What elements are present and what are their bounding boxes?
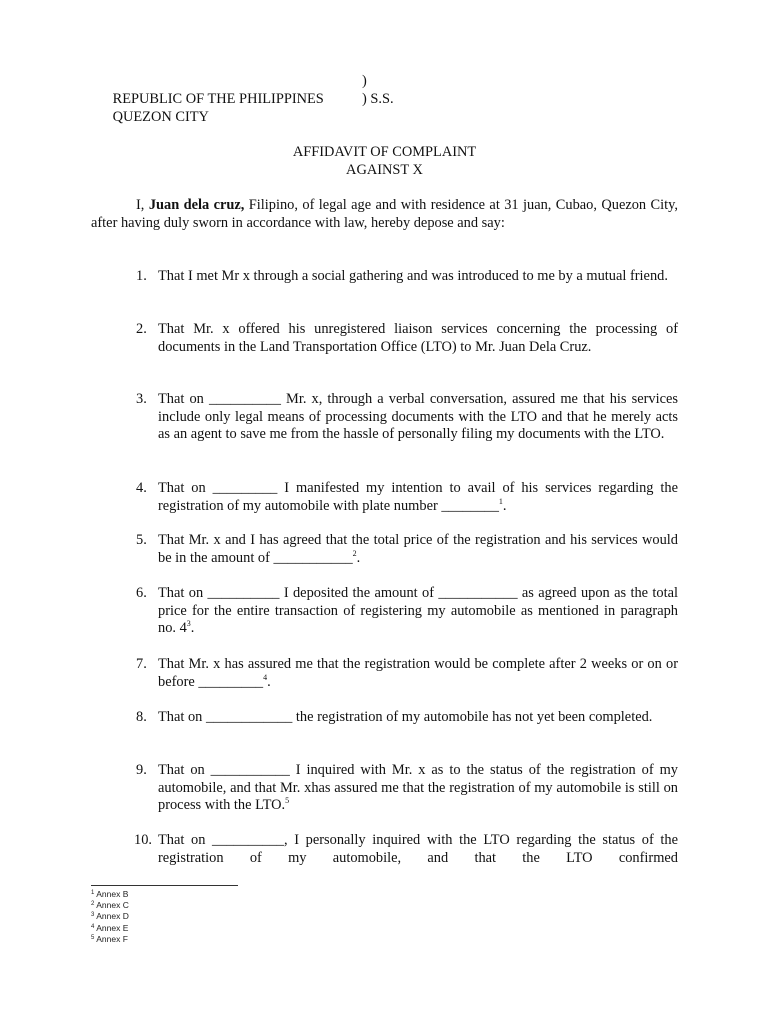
footnote-ref: 3 [186,619,191,629]
item-text-a: That Mr. x offered his unregistered liaison services concerning the processing of documents in the Land Transportation Office (LTO) to Mr. Juan Dela Cruz. [158,321,678,355]
item-text [158,321,678,356]
venue-block [91,73,394,125]
item-number: 5. [136,532,147,548]
item-text-b: . [356,549,361,566]
item-number: 7. [136,656,147,672]
footnote-text: Annex E [96,922,129,933]
footnote-mark: 1 [91,890,95,896]
item-text [158,532,678,567]
footnote [91,934,129,945]
item-text-b: . [190,620,195,637]
document-title: AFFIDAVIT OF COMPLAINT [292,144,477,160]
venue-republic-text: REPUBLIC OF THE PHILIPPINES [112,90,324,107]
item-text [158,268,678,286]
item-text-a: That I met Mr x through a social gathering and was introduced to me by a mutual friend. [158,268,668,284]
footnote [91,923,129,934]
footnote-text: Annex D [96,911,129,922]
intro-post: Filipino, of legal age and with residence at 31 juan, Cubao, Quezon City, after having duly sworn in accordance with law, hereby depose and say: [91,197,678,231]
venue-city-paren: ) S.S. [362,91,394,107]
item-number: 3. [136,391,147,407]
affiant-name: Juan dela cruz, [148,197,245,213]
item-number: 6. [136,585,147,601]
item-text [158,762,678,815]
footnote [91,889,129,900]
item-text-a: That on ____________ the registration of my automobile has not yet been completed. [158,709,653,725]
intro-pre: I, [136,197,149,213]
footnote-ref: 2 [352,548,357,558]
venue-line-city [91,91,394,125]
footnote [91,900,129,911]
footnote-text: Annex F [96,933,128,944]
footnote-ref: 4 [263,672,268,682]
item-text-a: That on __________ I deposited the amount of ___________ as agreed upon as the total price for the entire transaction of registering my automobile as mentioned in paragraph no. 4 [158,585,678,637]
footnote-mark: 4 [91,923,95,930]
item-text-a: That on __________ Mr. x, through a verbal conversation, assured me that his services include only legal means of processing documents with the LTO and that he merely acts as an agent to save me from the hassle of personally filing my documents with the LTO. [158,391,678,443]
venue-republic-paren: ) [362,73,367,89]
item-text [158,832,678,867]
item-text-a: That on _________ I manifested my intention to avail of his services regarding the registration of my automobile with plate number ________ [158,480,678,514]
footnote-mark: 5 [91,934,95,941]
venue-city-text: QUEZON CITY [112,108,209,125]
item-text [158,656,678,691]
item-text [158,585,678,638]
footnote-mark: 2 [91,901,95,908]
item-text-a: That Mr. x and I has agreed that the total price of the registration and his services would be in the amount of ___________ [158,532,678,566]
item-text-b: . [267,673,271,690]
footnote-text: Annex C [96,900,129,911]
item-text-a: That on ___________ I inquired with Mr. x as to the status of the registration of my automobile, and that Mr. xhas assured me that the registration of my automobile is still on process with the LTO. [158,762,678,814]
item-number: 9. [136,762,147,778]
footnote [91,911,129,922]
item-text [158,391,678,444]
item-text [158,480,678,515]
footnote-text: Annex B [96,889,129,899]
item-number: 2. [136,321,147,337]
document-subtitle: AGAINST X [346,162,423,178]
footnotes [91,889,129,945]
item-number: 4. [136,480,147,496]
venue-line-republic [91,73,367,107]
footnote-separator [91,885,238,886]
footnote-ref: 1 [498,496,503,506]
footnote-ref: 5 [285,796,290,806]
item-text [158,709,678,727]
intro-paragraph [91,197,678,232]
item-number: 8. [136,709,147,725]
footnote-mark: 3 [91,912,95,919]
item-text-a: That on __________, I personally inquired with the LTO regarding the status of the registration of my automobile, and that the LTO confirmed [158,832,678,866]
item-number: 10. [134,832,152,848]
item-text-b: . [502,497,507,514]
item-text-a: That Mr. x has assured me that the registration would be complete after 2 weeks or on or before _________ [158,656,678,690]
item-number: 1. [136,268,147,284]
